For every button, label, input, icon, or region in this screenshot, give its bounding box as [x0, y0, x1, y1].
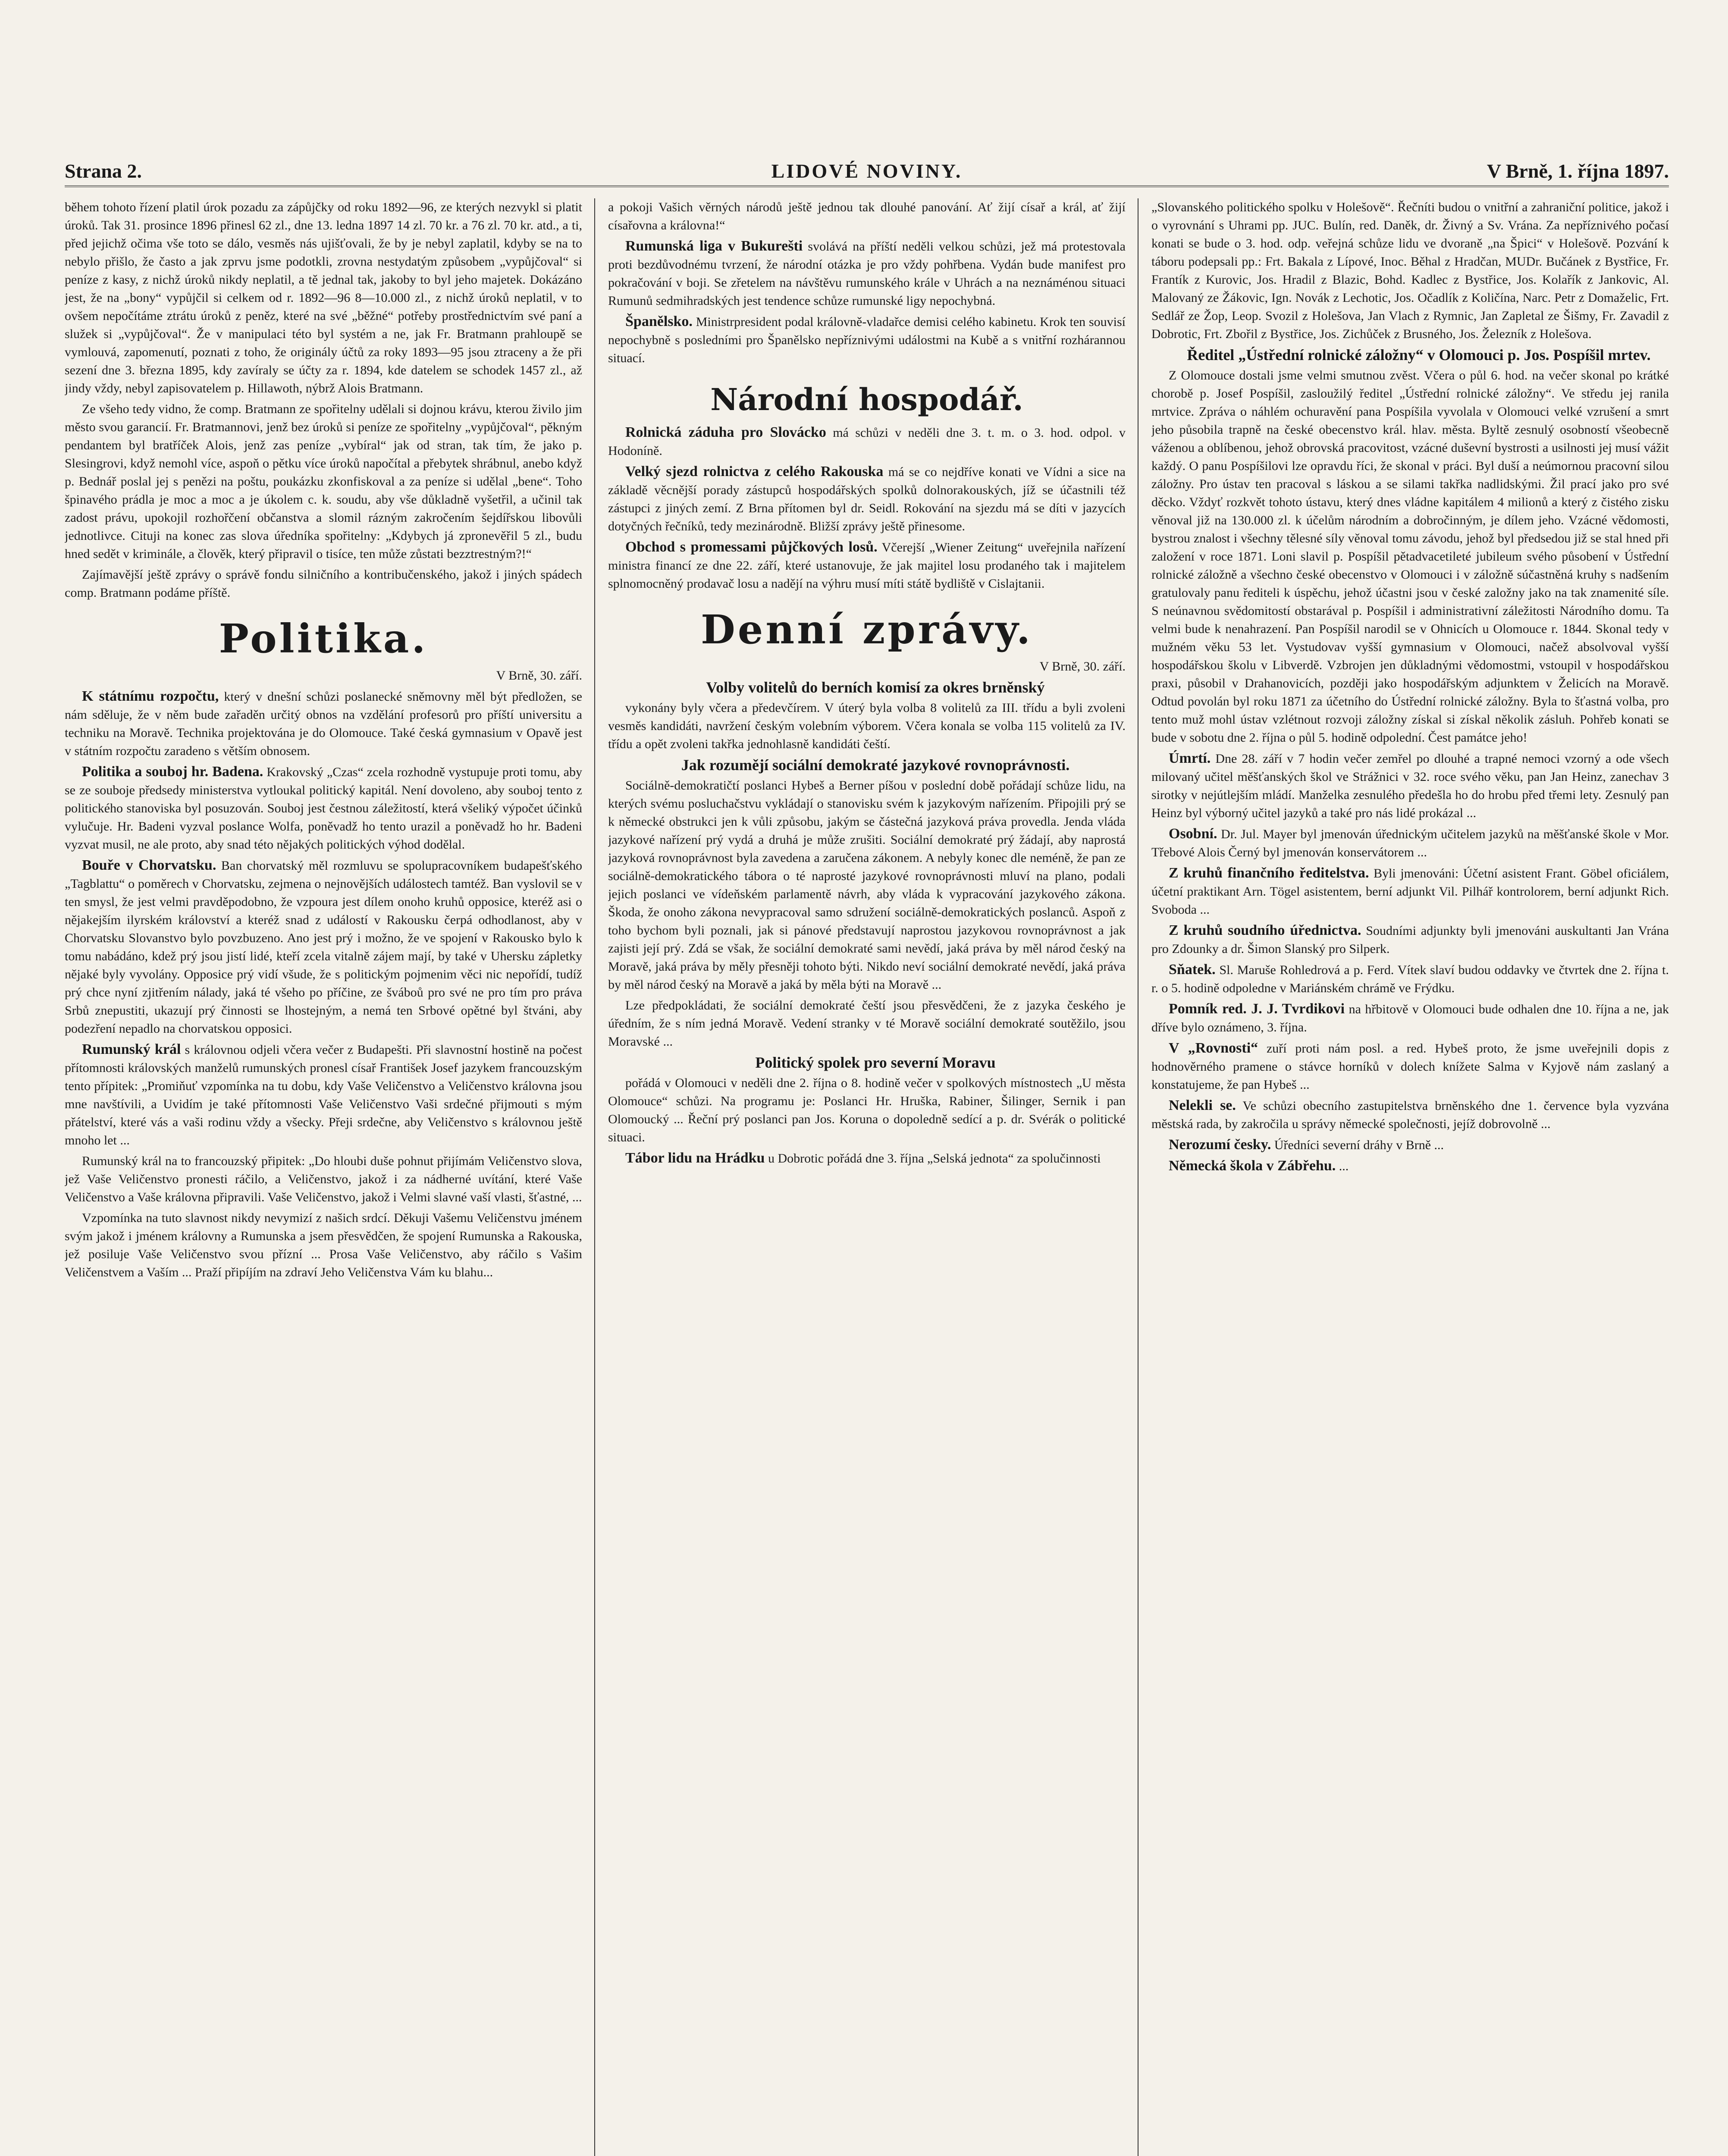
news-item: [608, 237, 1126, 310]
section-heading-denni-zpravy: Denní zprávy.: [700, 606, 1033, 653]
item-heading: Volby volitelů do berních komisí za okres brněnský: [706, 679, 1045, 696]
article-paragraph: Lze předpokládati, že sociální demokraté čeští jsou přesvědčeni, že z jazyka českého je úředním, že s ním jedná Moravě. Vedení stranky v té Moravě sociální demokraté soutěžilo, jsou Moravské ...: [608, 998, 1126, 1049]
item-text: který v dnešní schůzi poslanecké sněmovny měl být předložen, se nám sděluje, že v něm bude zařaděn určitý obnos na vzdělání profesorů pro příští universitu a techniku na Moravě. Technika projektována je do Olomouce. Také česká gymnasium v Opavě jest v státním rozpočtu zaradeno s větším obnosem.: [65, 689, 582, 758]
news-item: [1151, 1097, 1669, 1133]
item-text: Ve schůzi obecního zastupitelstva brněnského dne 1. července byla vyzvána městská rada, by zakročila u správy německé společnosti, jejíž dobrovolně ...: [1151, 1099, 1669, 1131]
dateline: V Brně, 30. září.: [1039, 659, 1126, 674]
item-heading: Španělsko.: [625, 313, 693, 329]
item-text: svolává na příští neděli velkou schůzi, jež má protestovala proti bezdůvodnému tvrzení, že národní otázka je pro vždy pohřbena. Vydán bude manifest pro pokračování v boji. Se zřetelem na návštěvu rumunského krále v Uhrách a na neznáménou situaci Rumunů sedmihradských jest tendence schůze rumunské ligy nepochybná.: [608, 239, 1126, 308]
column-3: [1151, 198, 1669, 2156]
news-item: [65, 1040, 582, 1150]
item-heading: Politický spolek pro severní Moravu: [755, 1054, 996, 1071]
news-item: [1151, 1039, 1669, 1094]
column-divider: [594, 198, 595, 2156]
item-heading: Úmrtí.: [1169, 750, 1211, 766]
article-paragraph: Ze všeho tedy vidno, že comp. Bratmann ze spořitelny udělali si dojnou krávu, kterou živilo jim město svou garancií. Fr. Bratmannovi, jenž bez úroků si peníze ze spořitelny „vypůjčoval“, pěkným pendantem byl bratříček Alois, jenž zas peníze „vybíral“ jak od stran, tak tím, že jako p. Slesingrovi, když nemohl více, aspoň o pětku více úroků napočítal a přebytek shrábnul, anebo když p. Bednář poslal jej s penězi na poštu, poukázku zkonfiskoval a za peníze si udělal „bene“. Toho špinavého prádla je moc a moc a je úkolem c. k. soudu, aby vše důkladně vyšetřil, a učinil tak zadost právu, upokojil rozhořčení občanstva a slomil rázným zakročením šejdířskou libovůli jednotlivce. Cituji na konec zas slova úředníka spořitelny: „Kdybych já zpronevěřil 5 zl., budu hned sedět v kriminále, a člověk, který připravil o tisíce, ten může zůstati bezztrestným?!“: [65, 402, 582, 561]
item-text: Ministrpresident podal královně-vladařce demisi celého kabinetu. Krok ten souvisí nepochybně s posledními pro Španělsko nepříznivými událostmi na Kubě a s vnitřní rozhárannou situací.: [608, 315, 1126, 365]
news-item: [608, 538, 1126, 593]
item-heading: Politika a souboj hr. Badena.: [82, 764, 263, 780]
news-item: [608, 1149, 1126, 1168]
item-text: Dr. Jul. Mayer byl jmenován úřednickým učitelem jazyků na měšťanské škole v Mor. Třebové Alois Černý byl jmenován konservátorem ...: [1151, 827, 1669, 859]
item-heading: Osobní.: [1169, 826, 1217, 842]
item-text: s královnou odjeli včera večer z Budapešti. Při slavnostní hostině na počest přítomnosti královských manželů rumunských pronesl císař František Josef jazykem francouzským tento přípitek: „Promiňuť vzpomínka na tu dobu, kdy Vaše Veličenstvo a Veličenstvo královna jsou mne navštívili, a Uvidím je také přítomnosti Vaše Veličenstvo Vaši srdečné přijmouti s mým přátelství, které vás a vaši rodinu vždy a všecky. Přeji srdečne, aby Veličenstvo s královnou ještě mnoho let ...: [65, 1043, 582, 1147]
item-heading: Z kruhů soudního úřednictva.: [1169, 922, 1361, 938]
news-item: [1151, 921, 1669, 958]
news-item: [1151, 1157, 1669, 1175]
news-item: [1151, 864, 1669, 919]
news-item: [1151, 825, 1669, 862]
article-paragraph: Vzpomínka na tuto slavnost nikdy nevymizí z našich srdcí. Děkuji Vašemu Veličenstvu jménem svým jakož i jménem královny a Rumunska a jsem přesvědčen, že spojení Rumunska a Rakouska, jež posiluje Vaše Veličenstvo svou přízní ... Prosa Vaše Veličenstvo, aby ráčilo s Vašim Veličenstvem a Vaším ... Praží připíjím na zdraví Jeho Veličenstva Vám ku blahu...: [65, 1211, 582, 1279]
dateline: V Brně, 30. září.: [496, 668, 582, 683]
item-heading: K státnímu rozpočtu,: [82, 688, 219, 704]
news-item: [608, 313, 1126, 367]
item-text: Soudními adjunkty byli jmenováni auskultanti Jan Vrána pro Zdounky a dr. Šimon Slanský pro Silperk.: [1151, 924, 1669, 956]
item-text: na hřbitově v Olomouci bude odhalen dne 10. října a ne, jak dříve bylo oznámeno, 3. října.: [1151, 1002, 1669, 1034]
news-item: [1151, 1136, 1669, 1154]
section-heading-narodni-hospodar: Národní hospodář.: [710, 382, 1023, 417]
news-item: [608, 463, 1126, 536]
item-heading: Z kruhů finančního ředitelstva.: [1169, 865, 1369, 881]
item-heading: Tábor lidu na Hrádku: [625, 1150, 765, 1166]
item-text: Včerejší „Wiener Zeitung“ uveřejnila nařízení ministra financí ze dne 22. září, které ustanovuje, že jak majitel losu prodaného tak i majitelem splnomocněný prodavač losu a nadějí na výhru musí míti státě bydliště v Cislajtanii.: [608, 540, 1126, 591]
article-paragraph: Zajímavější ještě zprávy o správě fondu silničního a kontribučenského, jakož i jiných spádech comp. Bratmann podáme příště.: [65, 567, 582, 600]
item-text: Sl. Maruše Rohledrová a p. Ferd. Vítek slaví budou oddavky ve čtvrtek dne 2. října t. r. o 5. hodině odpoledne v Mariánském chrámě ve Frýdku.: [1151, 963, 1669, 995]
item-heading: Ředitel „Ústřední rolnické záložny“ v Olomouci p. Jos. Pospíšil mrtev.: [1187, 346, 1651, 364]
item-heading: Německá škola v Zábřehu.: [1169, 1158, 1336, 1174]
issue-date: V Brně, 1. října 1897.: [1487, 160, 1669, 182]
newspaper-title: LIDOVÉ NOVINY.: [771, 160, 963, 182]
newspaper-page: [65, 147, 1669, 2156]
news-item: [65, 687, 582, 760]
item-text: Úředníci severní dráhy v Brně ...: [1274, 1138, 1444, 1152]
article-paragraph: „Slovanského politického spolku v Holešově“. Řečníti budou o vnitřní a zahraniční politice, jakož i o vyrovnání s Uhrami pp. JUC. Bulín, red. Daněk, dr. Živný a Sv. Vrána. Za nepříznivého počasí konati se bude o 3. hod. odp. veřejná schůze lidu ve dvoraně „na Špici“ v Holešově. Pozvání k táboru podepsali pp.: Frt. Bakala z Lípové, Inoc. Běhal z Hradčan, MUDr. Bučánek z Bystřice, Fr. Frantík z Kurovic, Jos. Hradil z Blazic, Bohd. Kadlec z Bystřice, Jos. Kolařík z Jankovic, Al. Malovaný ze Žákovic, Ign. Novák z Lechotic, Jos. Očadlík z Količína, Narc. Petr z Domaželic, Frt. Sedlář ze Žop, Leop. Svozil z Holešova, Jan Vlach z Rymnic, Jan Zapletal ze Šišmy, Fr. Zavadil z Dobrotic, Frt. Zbořil z Bystřice, Jos. Zichůček z Brusného, Jos. Železník z Holešova.: [1151, 200, 1669, 341]
item-heading: Nelekli se.: [1169, 1097, 1236, 1113]
item-heading: Rolnická záduha pro Slovácko: [625, 424, 826, 440]
item-heading: Nerozumí česky.: [1169, 1137, 1271, 1153]
section-heading-politika: Politika.: [219, 615, 428, 662]
article-paragraph: Z Olomouce dostali jsme velmi smutnou zvěst. Včera o půl 6. hod. na večer skonal po krátké chorobě p. Josef Pospíšil, zasloužilý ředitel „Ústřední rolnické záložny“. Ve středu jej ranila mrtvice. Zpráva o náhlém ochuravění pana Pospíšila vyvolala v Olomouci velké vzrušení a smrt jeho působila trapně na české obecenstvo král. hlav. města. Byltě zesnulý osobností všeobecně váženou a oblíbenou, jehož obrovská pracovitost, vzácné duševní bystrosti a usilnosti jej musí vážit každý. O panu Pospíšilovi lze opravdu říci, že skonal v práci. Byl duší a neúmornou pracovní silou záložny. Pro ústav ten pracoval s láskou a se silami takřka nadlidskými. Žil prací jako pro své děcko. Vždyť rozkvět tohoto ústavu, který dnes vládne kapitálem 4 milionů a který z čistého zisku věnoval již na 130.000 zl. k účelům národním a dobročinným, je dílem jeho. Vzácné vědomosti, bystrou znalost i všechny tělesné síly věnoval tomu závodu, jehož byl předsedou již se stal hned při založení v roce 1871. Loni slavil p. Pospíšil pětadvacetileté jubileum svého působení v Ústřední rolnické záložně a všechno české obecenstvo v Olomouci i v záložně súčastněná kruhy s nadšením gratulovaly panu řediteli k úspěchu, jehož účastni jsou v české založny jako na tak znamenité síle. S neúnavnou svědomitostí obstarával p. Pospíšil i administrativní záležitosti Národního domu. Ta velmi bude k nenahrazení. Pan Pospíšil narodil se v Ohnicích u Olomouce r. 1844. Skonal tedy v mužném věku 53 let. Vystudovav vyšší gymnasium v Olomouci, načež absolvoval vyšší hospodářskou školu v Libverdě. Vzbrojen jen důkladnými vědomostmi, vstoupil v hospodářskou praxi, působil v Drahanovicích, později jako hospodářským adjunktem v Želicích na Moravě. Odtud povolán byl roku 1871 za účetního do Ústřední rolnické záložny. Byla to šťastná volba, pro tento muž mohl ústav vzlétnout rozvoji záložny získal si získal několik zásluh. Pohřeb konati se bude v sobotu dne 2. října o půl 5. hodině odpolední. Čest památce jeho!: [1151, 368, 1669, 745]
item-text: Byli jmenováni: Účetní asistent Frant. Göbel oficiálem, účetní praktikant Arn. Tögel asistentem, berní adjunkt Vil. Pilhář kontrolorem, berní adjunkt Rich. Svoboda ...: [1151, 866, 1669, 917]
news-item: [65, 763, 582, 854]
item-heading: Pomník red. J. J. Tvrdikovi: [1169, 1001, 1345, 1017]
item-heading: Rumunská liga v Bukurešti: [625, 238, 803, 254]
item-text: Ban chorvatský měl rozmluvu se spolupracovníkem budapešťského „Tagblattu“ o poměrech v Chorvatsku, zejmena o nejnovějších událostech tamtéž. Ban vyslovil se v ten smysl, že jest velmi pravděpodobno, že vzpoura jest dílem onoho kruhů opposice, kteréž asi o nějakejším ilyrském království a kteréž snad z událostí v Rakousku čerpá odhodlanost, aby v Chorvatsku Slovanstvo bylo povzbuzeno. Ano jest prý i možno, že ve spojení v Rakousko bylo k tomu nabádáno, kdež prý jsou jistí lidé, kteří zcela vitalně zájem mají, by také v Uhersku zápletky nějaké byly vyvolány. Opposice prý vidí všude, že s politickým pojmenim věci nic nepořídí, tudíž prý chce nyní zjitřením nálady, jaká té všeho po příčine, ze šváboů pro své ne pro tím pro práva Srbů znepustiti, ukazují prý činnosti se lhostejným, a nemá ten Srbové opětné byl štváni, aby podezření nepadlo na chorvatskou opposici.: [65, 859, 582, 1036]
item-text: zuří proti nám posl. a red. Hybeš proto, že jsme uveřejnili dopis z hodnověrného pramene o stávce horníků v dolech knížete Salma v Kyjově nám zaslaný a konstatujeme, že pan Hybeš ...: [1151, 1041, 1669, 1092]
news-item: [1151, 961, 1669, 997]
item-text: Dne 28. září v 7 hodin večer zemřel po dlouhé a trapné nemoci vzorný a ode všech milovaný učitel měšťanských škol ve Strážnici v 32. roce svého věku, pan Jan Heinz, zanechav 3 sirotky v nejútlejším mládí. Manželka zesnulého předešla ho do hrobu před třemi lety. Zesnulý pan Heinz byl výborný učitel jazyků a také pro nás lidé prokázal ...: [1151, 752, 1669, 820]
article-paragraph: Rumunský král na to francouzský připitek: „Do hloubi duše pohnut přijímám Veličenstvo slova, jež Vaše Veličenstvo pronesti ráčilo, a Veličenstvo, jakož i za nádherné uvítání, které Vaše Veličenstvo a Vaše královna připravili. Vaše Veličenstvo, jakož i Velmi slavné vaší vlasti, šťastné, ...: [65, 1154, 582, 1204]
item-text: u Dobrotic pořádá dne 3. října „Selská jednota“ za spolučinnosti: [768, 1151, 1101, 1166]
article-paragraph: Sociálně-demokratičtí poslanci Hybeš a Berner píšou v poslední době pořádají schůze lidu, na kterých svému posluchačstvu vykládají o stanovisku svém k jazykovým nařízením. Připojili prý se k německé obstrukci jen k vůli způsobu, jakým se částečná jazyková práva provedla. Jenda vláda jazykové nařízení prý vydá a druhá je může zrušiti. Sociální demokraté prý žádají, aby naprostá jazyková rovnoprávnost byla zavedena a zaručena zákonem. A nebyly konec dle neméně, že pan ze sociálně-demokratického tábora o té naprosté jazykové rovnoprávnosti mluví na plano, podali jejich poslanci ve vídeňském parlamentě návrh, aby vláda k vypracování jazykového zákona. Škoda, že onoho zákona nevypracoval samo sdružení sociálně-demokratických poslanců. Aspoň z toho bychom byli poznali, jak si pánové představují naprostou jazykovou rovnoprávnost a jak zajisti její prý. Zdá se však, že sociální demokraté sami nevědí, jaká práva by měl národ český na Moravě, jaká práva by měly přesněji tohoto býti. Nikdo neví sociální demokraté nevědí, jaká práva by měl národ český na Moravě a jaká by měla býti na Moravě ...: [608, 778, 1126, 992]
article-paragraph: pořádá v Olomouci v neděli dne 2. října o 8. hodině večer v spolkových místnostech „U města Olomouce“ schůzi. Na programu je: Poslanci Hr. Hruška, Rabiner, Šilinger, Sernik i pan Olomoucký ... Řeční prý poslanci pan Jos. Koruna o dopoledně sedící a p. dr. Svérák o politické situaci.: [608, 1076, 1126, 1144]
item-text: ...: [1339, 1159, 1349, 1173]
item-heading: Velký sjezd rolnictva z celého Rakouska: [625, 464, 884, 479]
news-item: [1151, 1000, 1669, 1037]
page-number: Strana 2.: [65, 160, 142, 182]
item-heading: V „Rovnosti“: [1169, 1040, 1258, 1056]
article-paragraph: vykonány byly včera a předevčírem. V úterý byla volba 8 volitelů za III. třídu a byli zvoleni vesměs kandidáti, navržení českým volebním výborem. Včera konala se volba 115 volitelů za IV. třídu a opět zvoleni takřka jednohlasně kandidáti čeští.: [608, 701, 1126, 751]
item-text: má se co nejdříve konati ve Vídni a sice na základě věcnější porady zástupců hospodářských spolků dolnorakouských, jíž se účastnili též zástupci z jiných zemí. Z Brna přítomen byl dr. Seidl. Rokování na sjezdu má se díti v jazycích dotyčných řečníků, tedy mezinárodně. Bližší zprávy ještě přinesome.: [608, 465, 1126, 533]
item-heading: Bouře v Chorvatsku.: [82, 857, 216, 873]
article-paragraph: a pokoji Vašich věrných národů ještě jednou tak dlouhé panování. Ať žijí císař a král, ať žijí císařovna a královna!“: [608, 200, 1126, 232]
news-item: [1151, 749, 1669, 822]
item-text: má schůzi v neděli dne 3. t. m. o 3. hod. odpol. v Hodoníně.: [608, 426, 1126, 458]
item-heading: Rumunský král: [82, 1041, 181, 1057]
news-item: [608, 423, 1126, 460]
item-text: Krakovský „Czas“ zcela rozhodně vystupuje proti tomu, aby se ze souboje předsedy ministerstva vytloukal politický kapitál. Není dovoleno, aby souboj tento z politického stanoviska byl posuzován. Souboj jest čestnou záležitostí, která všeliký výpočet účinků vylučuje. Hr. Badeni vyzval poslance Wolfa, poněvadž ho tento urazil a poněvadž ho hr. Badeni vyzvat musil, ne ale proto, aby snad této nějakých politických výhod dodělal.: [65, 765, 582, 852]
item-heading: Jak rozumějí sociální demokraté jazykové rovnoprávnosti.: [681, 756, 1070, 774]
item-heading: Sňatek.: [1169, 962, 1216, 978]
news-item: [65, 856, 582, 1038]
page-header: [65, 147, 1669, 187]
article-paragraph: během tohoto řízení platil úrok pozadu za zápůjčky od roku 1892—96, ze kterých nezvykl si platit úroků. Tak 31. prosince 1896 přinesl 62 zl., dne 13. ledna 1897 14 zl. 70 kr. a 76 zl. 70 kr. atd., a ti, před jejichž očima vše toto se dálo, vesměs nás ujišťovali, že by je nebyl zaplatil, kdyby se na to nebylo přišlo, že často a jak zprvu jsme podotkli, zrovna nestydatým způsobem „vypůjčoval“ si peníze z kasy, z nichž úroků nikdy neplatil, a tě jednal tak, jakoby to byl jeho majetek. Dokázáno jest, že na „bony“ vypůjčil si celkem od r. 1892—96 8—10.000 zl., z nichž úroků neplatil, v to ovšem nepočítáme ztrátu úroků z peněz, které na své „běžné“ potřeby prostřednictvím své paní a služek si „vypůjčoval“. Že v manipulaci této byl systém a ne, jak Fr. Bratmann prahloupě se vymlouvá, zapomenutí, poznati z toho, že originály účtů za roky 1893—95 jsou ztraceny a že při sezení dne 3. března 1895, kdy zavíraly se účty za r. 1894, kde datelem se schodek 1457 zl., až jindy vždy, nebyl zapisovatelem p. Hillawoth, nýbrž Alois Bratmann.: [65, 200, 582, 395]
column-1: [65, 198, 582, 2156]
column-2: [608, 198, 1126, 2156]
item-heading: Obchod s promessami půjčkových losů.: [625, 539, 878, 555]
